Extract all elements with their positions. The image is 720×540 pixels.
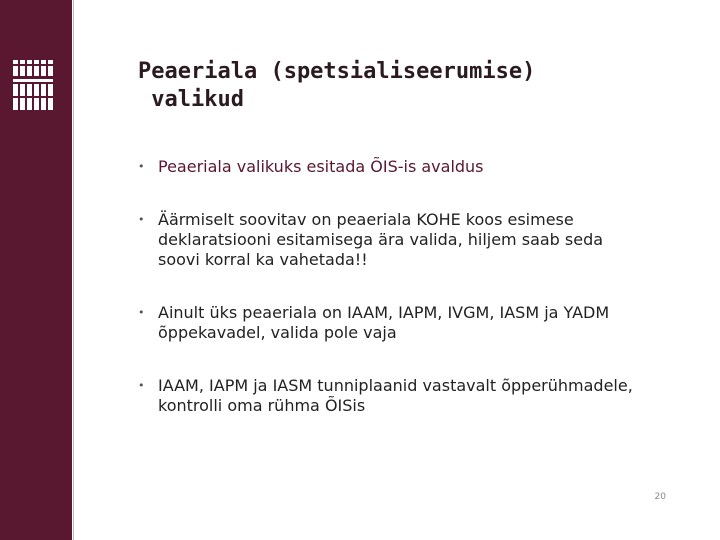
bullet-marker: • [138, 213, 145, 226]
bullet-item-4 [138, 376, 658, 416]
slide-title-line-1: Peaeriala (spetsialiseerumise) [138, 59, 536, 84]
bullet-marker: • [138, 306, 145, 319]
sidebar-divider [73, 0, 74, 540]
bullet-text: Peaeriala valikuks esitada ÕIS-is avaldus [158, 157, 484, 176]
bullet-text: Ainult üks peaeriala on IAAM, IAPM, IVGM, IASM ja YADM õppekavadel, valida pole vaja [158, 303, 610, 342]
bullet-marker: • [138, 379, 145, 392]
bullet-item-3 [138, 303, 658, 343]
bullet-item-2 [138, 210, 658, 270]
slide-title-line-2: valikud [138, 87, 244, 112]
slide-title [138, 58, 658, 114]
bullet-item-1 [138, 157, 658, 177]
bullet-text: IAAM, IAPM ja IASM tunniplaanid vastavalt õpperühmadele, kontrolli oma rühma ÕISis [158, 376, 633, 415]
left-sidebar-band [0, 0, 72, 540]
bullet-text: Äärmiselt soovitav on peaeriala KOHE koos esimese deklaratsiooni esitamisega ära valida, hiljem saab seda soovi korral ka vahetada!! [158, 210, 604, 269]
bullet-marker: • [138, 160, 145, 173]
logo-icon [13, 60, 59, 114]
slide-number: 20 [654, 492, 666, 502]
